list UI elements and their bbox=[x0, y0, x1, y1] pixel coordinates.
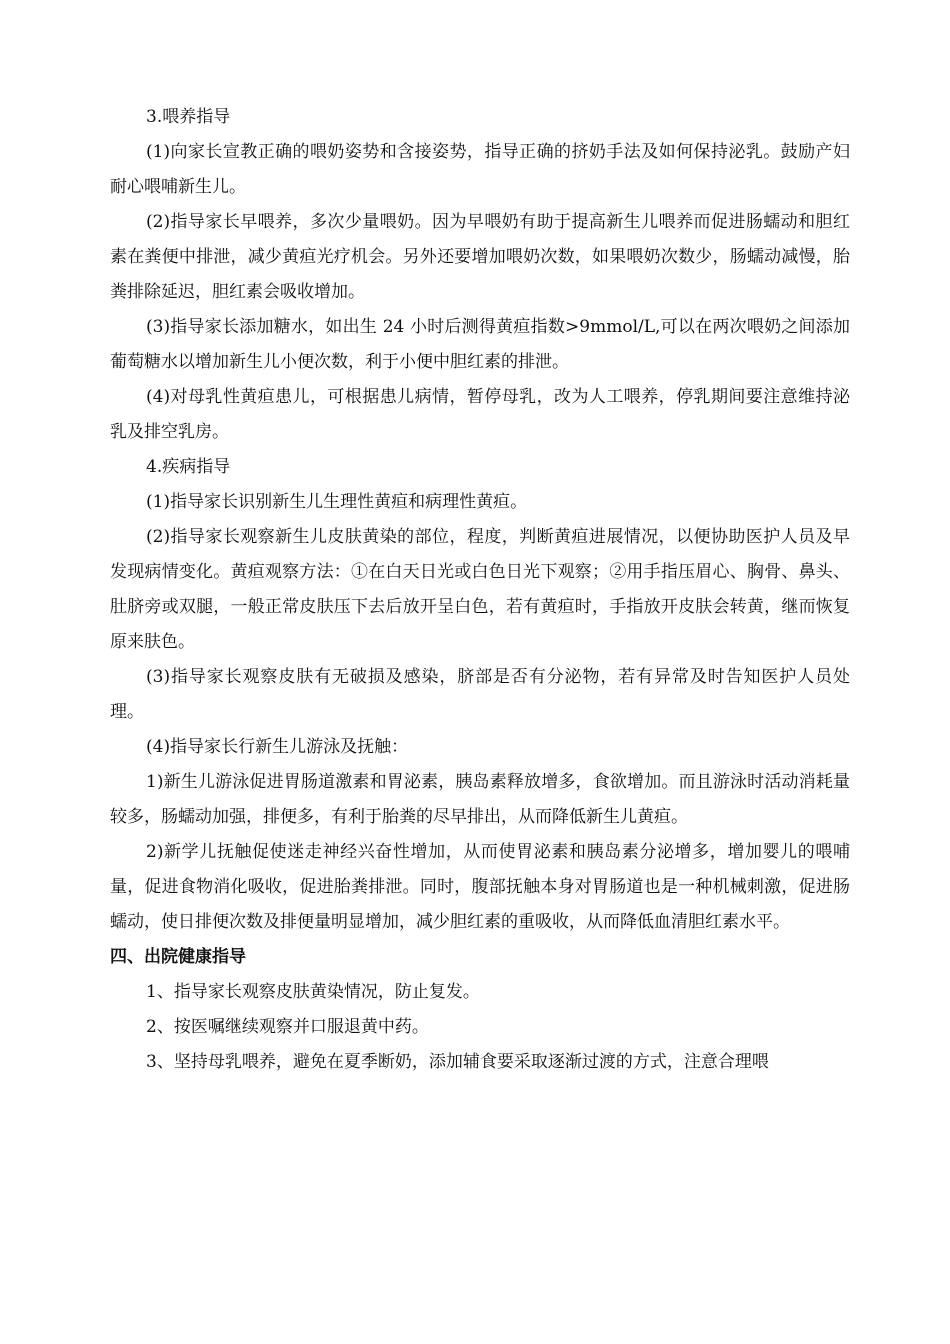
paragraph-disease-3: (3)指导家长观察皮肤有无破损及感染，脐部是否有分泌物，若有异常及时告知医护人员处理。 bbox=[110, 667, 850, 722]
paragraph-feeding-1: (1)向家长宣教正确的喂奶姿势和含接姿势，指导正确的挤奶手法及如何保持泌乳。鼓励产妇耐心喂哺新生儿。 bbox=[110, 142, 850, 197]
paragraph-feeding-2: (2)指导家长早喂养，多次少量喂奶。因为早喂奶有助于提高新生儿喂养而促进肠蠕动和胆红素在粪便中排泄，减少黄疸光疗机会。另外还要增加喂奶次数，如果喂奶次数少，肠蠕动减慢，胎粪排除延迟，胆红素会吸收增加。 bbox=[110, 212, 850, 302]
paragraph-massage: 2)新学儿抚触促使迷走神经兴奋性增加，从而使胃泌素和胰岛素分泌增多，增加婴儿的喂哺量，促进食物消化吸收，促进胎粪排泄。同时，腹部抚触本身对胃肠道也是一种机械刺激，促进肠蠕动，使日排便次数及排便量明显增加，减少胆红素的重吸收，从而降低血清胆红素水平。 bbox=[110, 842, 850, 932]
paragraph-feeding-4: (4)对母乳性黄疸患儿，可根据患儿病情，暂停母乳，改为人工喂养，停乳期间要注意维持泌乳及排空乳房。 bbox=[110, 387, 850, 442]
paragraph-disease-2: (2)指导家长观察新生儿皮肤黄染的部位，程度，判断黄疸进展情况，以便协助医护人员及早发现病情变化。黄疸观察方法：①在白天日光或白色日光下观察；②用手指压眉心、胸骨、鼻头、肚脐旁或双腿，一般正常皮肤压下去后放开呈白色，若有黄疸时，手指放开皮肤会转黄，继而恢复原来肤色。 bbox=[110, 527, 850, 652]
paragraph-swimming: 1)新生儿游泳促进胃肠道激素和胃泌素，胰岛素释放增多，食欲增加。而且游泳时活动消耗量较多，肠蠕动加强，排便多，有利于胎粪的尽早排出，从而降低新生儿黄疸。 bbox=[110, 772, 850, 827]
paragraph-discharge-2: 2、按医嘱继续观察并口服退黄中药。 bbox=[146, 1017, 429, 1037]
document-body bbox=[110, 100, 850, 1080]
paragraph-discharge-3: 3、坚持母乳喂养，避免在夏季断奶，添加辅食要采取逐渐过渡的方式，注意合理喂 bbox=[146, 1052, 769, 1072]
paragraph-disease-1: (1)指导家长识别新生儿生理性黄疸和病理性黄疸。 bbox=[146, 492, 528, 512]
subsection-heading-disease: 4.疾病指导 bbox=[146, 457, 231, 477]
subsection-heading-feeding: 3.喂养指导 bbox=[146, 107, 231, 127]
section-heading-discharge: 四、出院健康指导 bbox=[110, 947, 246, 967]
paragraph-disease-4: (4)指导家长行新生儿游泳及抚触： bbox=[146, 737, 409, 757]
paragraph-feeding-3: (3)指导家长添加糖水，如出生 24 小时后测得黄疸指数>9mmol/L,可以在两次喂奶之间添加葡萄糖水以增加新生儿小便次数，利于小便中胆红素的排泄。 bbox=[110, 317, 850, 372]
paragraph-discharge-1: 1、指导家长观察皮肤黄染情况，防止复发。 bbox=[146, 982, 480, 1002]
